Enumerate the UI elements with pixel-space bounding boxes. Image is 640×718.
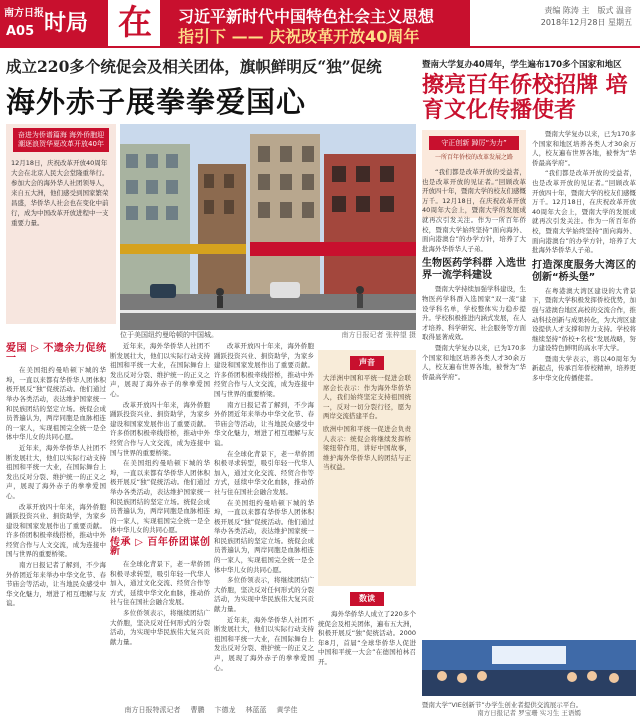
paragraph: 改革开放四十年来，海外侨胞踊跃投资兴业、捐资助学，为家乡建设和国家发展作出了重要贡献。许多侨团积极牵线搭桥，推动中外经贸合作与人文交流，成为连接中国与世界的重要桥梁。 xyxy=(214,342,314,398)
paragraph: 多位侨领表示，将继续团结广大侨胞，坚决反对任何形式的分裂活动，为实现中华民族伟大复兴贡献力量。 xyxy=(214,576,314,614)
campus-event-image xyxy=(422,640,636,696)
section-badge xyxy=(0,0,108,46)
intro-box xyxy=(6,124,116,324)
paragraph: 在美国纽约曼哈顿下城的华埠，一直以来都有华侨华人团体积极开展反“独”促统活动。他们通过举办各类活动，表达维护国家统一和民族团结的坚定立场。统促会成员普遍认为，两岸同胞是血脉相连的一家人，实现祖国完全统一是全体中华儿女的共同心愿。 xyxy=(214,498,314,574)
right-photo-caption: 暨南大学“VIE创新节”办学生创业者提供交流展示平台。 xyxy=(422,701,583,709)
right-kicker: 暨南大学复办40周年，学生遍布170多个国家和地区 xyxy=(422,60,622,70)
editor-credit: 责编 陈涛 主 版式 温音 xyxy=(544,6,632,15)
voice-text xyxy=(323,374,411,473)
photo-caption-row xyxy=(120,330,416,340)
paragraph: “我们都是改革开放的受益者，也是改革开放的见证者。”回顾改革开放四十年，暨南大学的校友们感慨万千。12月18日，在庆祝改革开放40周年大会上，暨南大学的发展成就再次引发关注。作为一所百年侨校，暨南大学始终坚持“面向海外、面向港澳台”的办学方针，培养了大批海外华侨华人子弟。 xyxy=(532,169,636,255)
right-headline: 擦亮百年侨校招牌 培育文化传播使者 xyxy=(422,72,628,123)
subheading-patriotism: 爱国 ▷ 不遗余力促统一 xyxy=(6,343,106,364)
page-number: A05 xyxy=(6,24,35,39)
right-column-2 xyxy=(532,130,636,650)
byline-item: 南方日报特派记者 xyxy=(124,706,181,714)
intro-text: 12月18日，庆祝改革开放40周年大会在北京人民大会堂隆重举行。参加大会的海外华人社团领导人，来自五大洲，他们感受到国家繁荣昌盛，华侨华人社会也在变化中前行，成为中国改革开放进程中一支重要力量。 xyxy=(11,159,109,227)
slogan-glyph: 在 xyxy=(118,3,152,43)
photo-caption: 位于美国纽约曼哈顿的中国城。 xyxy=(120,331,218,339)
paragraph: 改革开放四十年来，海外侨胞踊跃投资兴业、捐资助学，为家乡建设和国家发展作出了重要贡献。许多侨团积极牵线搭桥，推动中外经贸合作与人文交流，成为连接中国与世界的重要桥梁。 xyxy=(6,502,106,559)
paragraph: 南方日报记者了解到，不少海外侨团近年来举办中华文化节、春节庙会等活动，让当地民众感受中华文化魅力，增进了相互理解与友谊。 xyxy=(6,561,106,608)
chinatown-photo xyxy=(120,124,416,330)
column-b xyxy=(110,342,210,704)
right-box-subtitle: 一所百年侨校的改革发展之路 xyxy=(434,154,513,161)
paragraph: 近年来，海外华侨华人社团不断发展壮大，他们以实际行动支持祖国和平统一大业，在国际舞台上发出反对分裂、维护统一的正义之声，展现了海外赤子的拳拳爱国心。 xyxy=(110,342,210,398)
voice-sidebar xyxy=(318,350,416,586)
right-column-1 xyxy=(422,168,526,718)
column-c xyxy=(214,342,314,704)
article-kicker: 成立220多个统促会及相关团体，旗帜鲜明反“独”促统 xyxy=(6,57,382,76)
data-text: 海外华侨华人成立了220多个统促会及相关团体，遍布五大洲，积极开展反“独”促统活动。2000年8月，首届“全球华侨华人促进中国和平统一大会”在德国柏林召开。 xyxy=(318,610,416,666)
voice-quote: 大洋洲中国和平统一促进会联席会长表示：作为海外华侨华人，我们始终坚定支持祖国统一，反对一切分裂行径，愿为两岸交流搭建平台。 xyxy=(323,374,411,421)
byline-item: 林蓝蓝 xyxy=(245,706,267,714)
section-title: 时局 xyxy=(44,10,89,36)
paragraph: 在粤港澳大湾区建设的大背景下，暨南大学积极发挥侨校优势，加强与港澳台地区高校的交流合作，推动科技创新与成果转化，为大湾区建设提供人才支撑和智力支持。学校将继续坚持“侨校+名校”发展战略，努力建设特色鲜明的高水平大学。 xyxy=(532,286,636,353)
subheading-heritage: 传承 ▷ 百年侨团谋创新 xyxy=(110,536,210,558)
paragraph: 南方日报记者了解到，不少海外侨团近年来举办中华文化节、春节庙会等活动，让当地民众感受中华文化魅力，增进了相互理解与友谊。 xyxy=(214,400,314,447)
right-subheading-discipline: 生物医药学科群 入选世界一流学科建设 xyxy=(422,258,526,282)
paragraph: 近年来，海外华侨华人社团不断发展壮大，他们以实际行动支持祖国和平统一大业，在国际舞台上发出反对分裂、维护统一的正义之声，展现了海外赤子的拳拳爱国心。 xyxy=(6,443,106,500)
paragraph: 在全球化背景下，老一辈侨团积极寻求转型，吸引年轻一代华人加入，通过文化交流、经贸合作等方式，延续中华文化血脉，推动侨社与住在国社会融合发展。 xyxy=(110,560,210,607)
byline-item: 曹鹏 xyxy=(190,706,205,714)
paragraph: 近年来，海外华侨华人社团不断发展壮大，他们以实际行动支持祖国和平统一大业，在国际舞台上发出反对分裂、维护统一的正义之声，展现了海外赤子的拳拳爱国心。 xyxy=(214,615,314,672)
paragraph: 多位侨领表示，将继续团结广大侨胞，坚决反对任何形式的分裂活动，为实现中华民族伟大复兴贡献力量。 xyxy=(110,609,210,646)
article-headline: 海外赤子展拳拳爱国心 xyxy=(6,85,307,119)
theme-banner xyxy=(160,0,470,46)
intro-tag: 奋进为侨谱篇海 海外侨胞迎潮逐浪贺华夏改革开放40年 xyxy=(13,128,109,152)
data-sidebar xyxy=(318,592,416,704)
byline xyxy=(6,705,416,715)
paragraph: 在全球化背景下，老一辈侨团积极寻求转型，吸引年轻一代华人加入，通过文化交流、经贸合作等方式，延续中华文化血脉，推动侨社与住在国社会融合发展。 xyxy=(214,449,314,496)
paragraph: 暨南大学复办以来，已为170多个国家和地区培养各类人才30余万人，校友遍布世界各地，被誉为“华侨最高学府”。 xyxy=(532,130,636,167)
paragraph: 暨南大学表示，将以40周年为新起点，传承百年侨校精神，培养更多中华文化传播使者。 xyxy=(532,354,636,383)
paragraph: 暨南大学复办以来，已为170多个国家和地区培养各类人才30余万人，校友遍布世界各地，被誉为“华侨最高学府”。 xyxy=(422,343,526,381)
chinatown-street-image xyxy=(120,124,416,330)
paragraph: 在美国纽约曼哈顿下城的华埠，一直以来都有华侨华人团体积极开展反“独”促统活动。他们通过举办各类活动，表达维护国家统一和民族团结的坚定立场。统促会成员普遍认为，两岸同胞是血脉相连的一家人，实现祖国完全统一是全体中华儿女的共同心愿。 xyxy=(110,459,210,535)
column-a xyxy=(6,342,106,704)
byline-item: 卞德龙 xyxy=(214,706,236,714)
right-subheading-bay-area: 打造深度服务大湾区的创新“桥头堡” xyxy=(532,259,636,283)
byline-item: 黄学佳 xyxy=(276,706,298,714)
voice-quote: 欧洲中国和平统一促进会负责人表示：统促会将继续发挥桥梁纽带作用，讲好中国故事，维护海外华侨华人的团结与正当权益。 xyxy=(323,424,411,472)
photo-credit: 南方日报记者 张梓望 摄 xyxy=(341,331,416,339)
paragraph: 改革开放四十年来，海外侨胞踊跃投资兴业、捐资助学，为家乡建设和国家发展作出了重要贡献。许多侨团积极牵线搭桥，推动中外经贸合作与人文交流，成为连接中国与世界的重要桥梁。 xyxy=(110,400,210,457)
masthead xyxy=(0,0,640,48)
campus-event-photo xyxy=(422,640,636,696)
newspaper-brand: 南方日报 xyxy=(4,8,44,19)
right-article xyxy=(422,50,636,717)
issue-date: 2018年12月28日 星期五 xyxy=(540,18,632,27)
right-byline: 南方日报记者 罗宝珊 实习生 王语嫣 xyxy=(477,709,581,717)
banner-line-2: 指引下 —— 庆祝改革开放40周年 xyxy=(178,27,420,46)
paragraph: 在美国纽约曼哈顿下城的华埠，一直以来都有华侨华人团体积极开展反“独”促统活动。他们通过举办各类活动，表达维护国家统一和民族团结的坚定立场。统促会成员普遍认为，两岸同胞是血脉相连的一家人，实现祖国完全统一是全体中华儿女的共同心愿。 xyxy=(6,366,106,442)
page-meta xyxy=(482,5,632,29)
paragraph: 暨南大学持续加强学科建设，生物医药学科群入选国家“双一流”建设学科名单，学校整体实力稳步提升。学校积极推进内涵式发展，在人才培养、科学研究、社会服务等方面取得显著成效。 xyxy=(422,285,526,342)
banner-line-1: 习近平新时代中国特色社会主义思想 xyxy=(178,7,435,26)
right-box-tag: 守正创新 踔厉“为力” xyxy=(429,136,519,150)
voice-title: 声音 xyxy=(350,356,384,370)
data-title: 数读 xyxy=(350,592,384,606)
paragraph: “我们都是改革开放的受益者，也是改革开放的见证者。”回顾改革开放四十年，暨南大学的校友们感慨万千。12月18日，在庆祝改革开放40周年大会上，暨南大学的发展成就再次引发关注。作为一所百年侨校，暨南大学始终坚持“面向海外、面向港澳台”的办学方针，培养了大批海外华侨华人子弟。 xyxy=(422,168,526,253)
